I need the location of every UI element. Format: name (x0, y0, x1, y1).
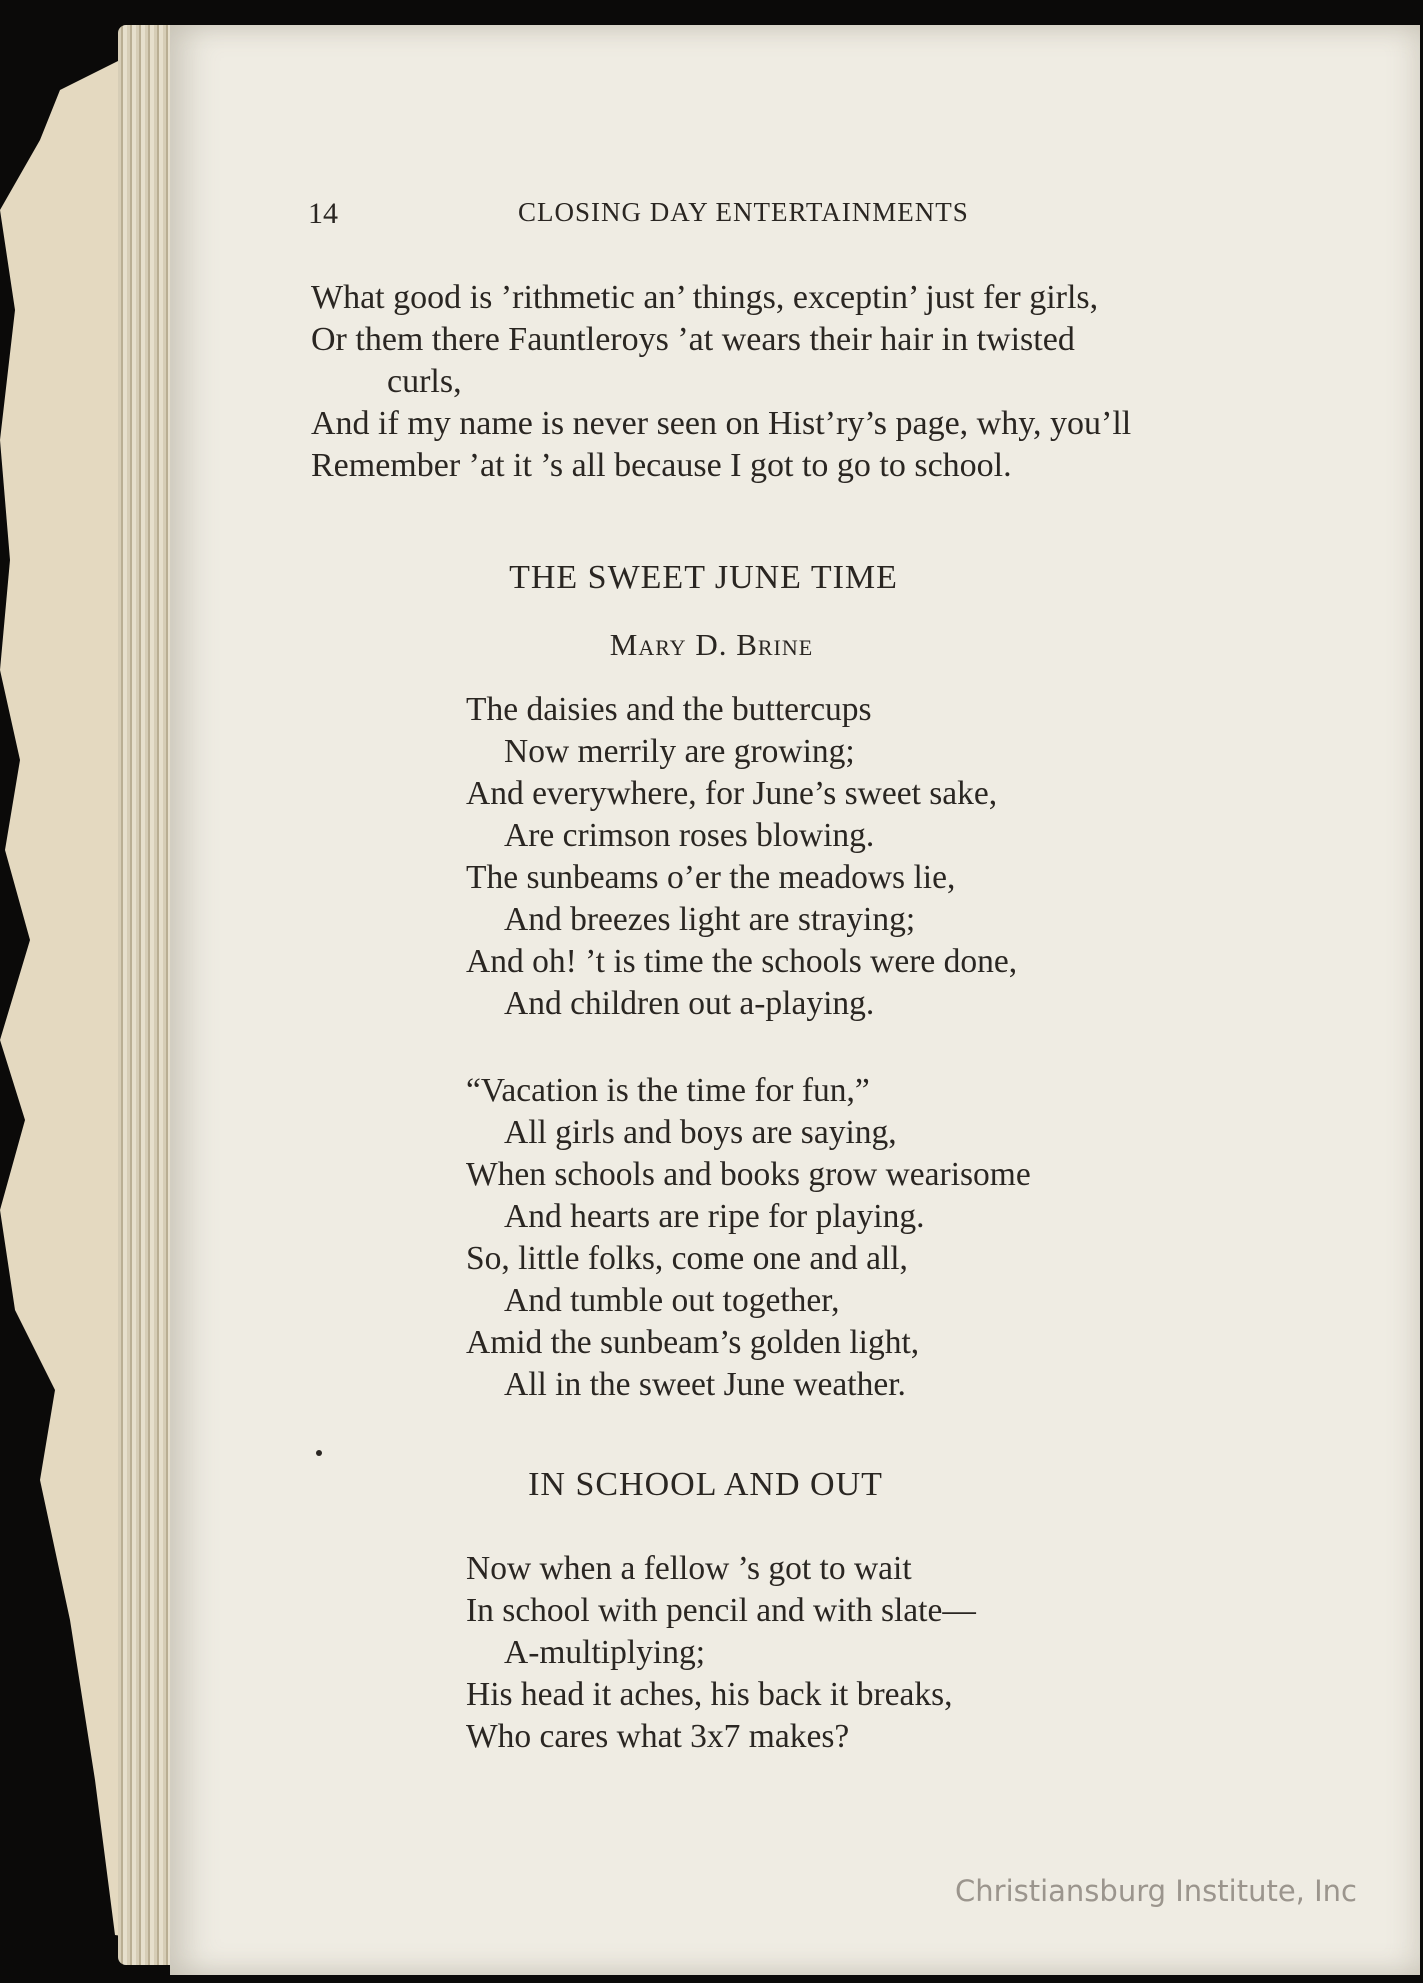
poem-title-in-school-and-out: IN SCHOOL AND OUT (528, 1466, 883, 1503)
watermark: Christiansburg Institute, Inc (955, 1874, 1357, 1908)
text-line: And oh! ’t is time the schools were done, (466, 943, 1018, 980)
text-line: Now when a fellow ’s got to wait (466, 1550, 912, 1587)
text-line: And everywhere, for June’s sweet sake, (466, 775, 998, 812)
poem-stanza-1 (466, 689, 1266, 1025)
text-line: Or them there Fauntleroys ’at wears their hair in twisted (311, 321, 1075, 358)
text-line: curls, (387, 363, 462, 400)
text-line: His head it aches, his back it breaks, (466, 1676, 953, 1713)
text-line: Now merrily are growing; (504, 733, 855, 770)
text-line: “Vacation is the time for fun,” (466, 1072, 870, 1109)
text-line: When schools and books grow wearisome (466, 1156, 1031, 1193)
text-line: In school with pencil and with slate— (466, 1592, 976, 1629)
page-number: 14 (308, 197, 338, 230)
text-line: And hearts are ripe for playing. (504, 1198, 925, 1235)
text-line: All in the sweet June weather. (504, 1366, 906, 1403)
running-title: CLOSING DAY ENTERTAINMENTS (518, 197, 969, 227)
text-line: And tumble out together, (504, 1282, 840, 1319)
ink-speck (316, 1450, 322, 1456)
text-line: The daisies and the buttercups (466, 691, 872, 728)
text-line: And children out a-playing. (504, 985, 875, 1022)
prose-continuation (311, 277, 1331, 487)
text-line: So, little folks, come one and all, (466, 1240, 908, 1277)
text-line: And if my name is never seen on Hist’ry’s page, why, you’ll (311, 405, 1132, 442)
poem-stanza-2 (466, 1070, 1266, 1406)
text-line: And breezes light are straying; (504, 901, 916, 938)
poem-title-sweet-june-time: THE SWEET JUNE TIME (509, 559, 898, 596)
text-line: Who cares what 3x7 makes? (466, 1718, 850, 1755)
text-line: All girls and boys are saying, (504, 1114, 897, 1151)
text-line: Are crimson roses blowing. (504, 817, 875, 854)
text-line: Remember ’at it ’s all because I got to go to school. (311, 447, 1012, 484)
text-line: A-multiplying; (504, 1634, 705, 1671)
poem-author: Mary D. Brine (609, 627, 814, 662)
poem-stanza-3 (466, 1548, 1266, 1758)
text-line: Amid the sunbeam’s golden light, (466, 1324, 920, 1361)
running-head (308, 197, 1108, 237)
text-line: The sunbeams o’er the meadows lie, (466, 859, 956, 896)
text-line: What good is ’rithmetic an’ things, exceptin’ just fer girls, (311, 279, 1099, 316)
